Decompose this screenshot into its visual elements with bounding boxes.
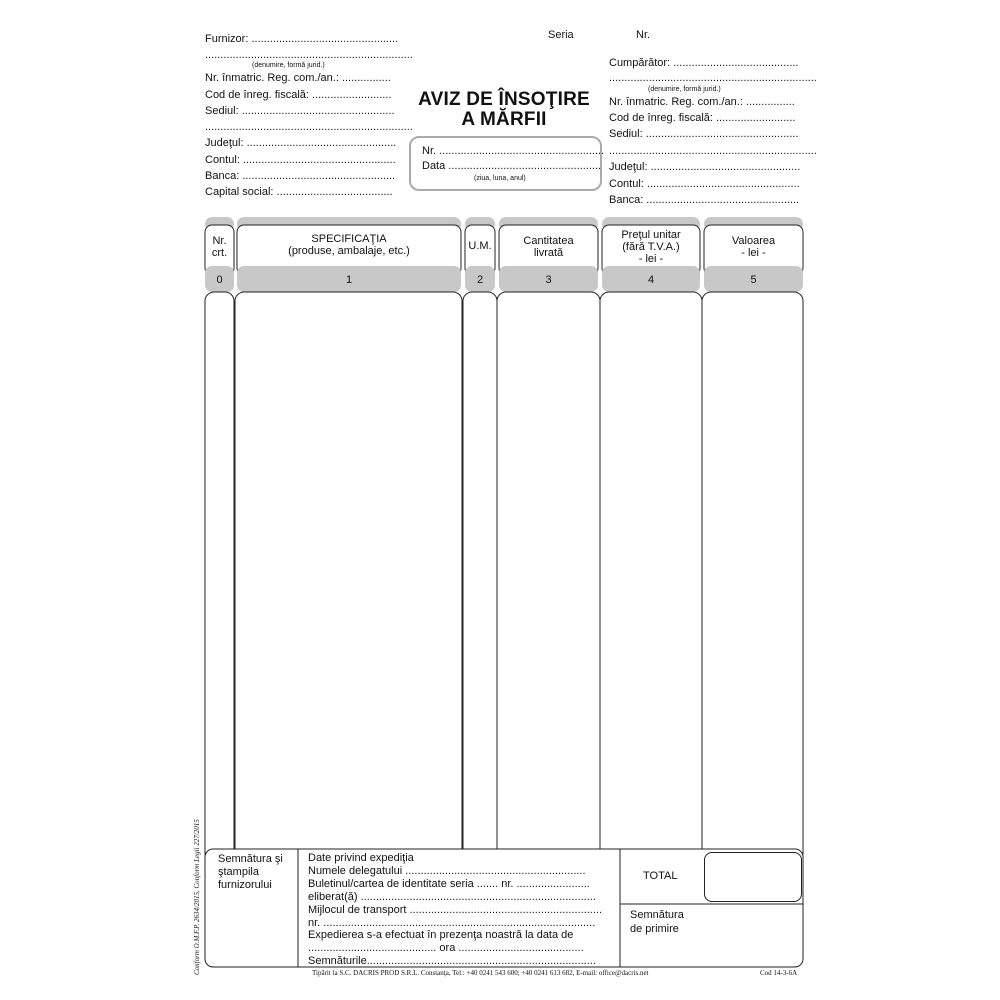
buyer-reg-field[interactable]: Nr. înmatric. Reg. com./an.: ................ xyxy=(609,96,795,108)
column-number-4: 4 xyxy=(647,274,655,286)
shipping-details xyxy=(308,852,602,968)
supplier-signature-label: Semnătura şi ştampila furnizorului xyxy=(218,853,283,891)
header-nr-crt: Nr. crt. xyxy=(211,235,228,259)
column-pret-area[interactable] xyxy=(602,295,700,845)
document-date-field[interactable]: Data .................................................. xyxy=(422,160,602,172)
buyer-account-field[interactable]: Contul: .................................................. xyxy=(609,178,800,190)
document-number-field[interactable]: Nr. ...................................................... xyxy=(422,145,605,157)
column-number-5: 5 xyxy=(750,274,757,286)
buyer-bank-field[interactable]: Banca: .................................................. xyxy=(609,194,800,206)
shipping-date-time-field[interactable]: .......................................... ora ......................................... xyxy=(308,942,584,955)
total-label: TOTAL xyxy=(643,870,678,882)
header-pret-unitar: Preţul unitar (fără T.V.A.) - lei - xyxy=(621,229,681,265)
shipping-title: Date privind expediţia xyxy=(308,852,414,864)
supplier-name-field[interactable]: Furnizor: ................................................ xyxy=(205,33,399,45)
legal-side-note: Conform O.M.F.P. 2634/2015, Conform Legii 227/2015 xyxy=(193,819,201,975)
buyer-fiscal-field[interactable]: Cod de înreg. fiscală: .......................... xyxy=(609,112,796,124)
buyer-address-field[interactable]: Sediul: .................................................. xyxy=(609,128,799,140)
buyer-name-note: (denumire, formă jurid.) xyxy=(648,86,721,93)
printer-footer: Tipărit la S.C. DACRIS PROD S.R.L. Constanţa, Tel.: +40 0241 543 600; +40 0241 613 682, E-mail: office@dacris.net xyxy=(312,969,649,977)
buyer-name-field[interactable]: Cumpărător: ......................................... xyxy=(609,57,799,69)
transport-nr-field[interactable]: nr. ......................................................................................... xyxy=(308,916,596,929)
document-title-line1: AVIZ DE ÎNSOŢIRE xyxy=(418,89,590,110)
document-title-line2: A MĂRFII xyxy=(461,109,547,130)
supplier-bank-field[interactable]: Banca: .................................................. xyxy=(205,170,396,182)
header-um: U.M. xyxy=(468,240,492,252)
supplier-county-field[interactable]: Judeţul: ................................................. xyxy=(205,137,397,149)
number-label: Nr. xyxy=(636,29,651,41)
transport-field[interactable]: Mijlocul de transport ............................................................... xyxy=(308,903,603,916)
column-number-3: 3 xyxy=(545,274,552,286)
total-value-box[interactable] xyxy=(704,852,802,902)
shipping-statement: Expedierea s-a efectuat în prezenţa noastră la data de xyxy=(308,929,574,942)
receipt-signature-label: Semnătura de primire xyxy=(630,909,684,935)
header-specificatia: SPECIFICAŢIA (produse, ambalaje, etc.) xyxy=(288,233,410,257)
form-code: Cod 14-3-6A xyxy=(760,969,798,977)
document-date-note: (ziua, luna, anul) xyxy=(474,175,526,182)
supplier-name-dots[interactable]: .................................................................... xyxy=(205,49,413,61)
header-cantitatea: Cantitatea livrată xyxy=(523,235,574,259)
supplier-address-dots[interactable]: .................................................................... xyxy=(205,121,413,133)
buyer-name-dots[interactable]: .................................................................... xyxy=(609,72,817,84)
supplier-name-note: (denumire, formă jurid.) xyxy=(252,62,325,69)
delegate-name-field[interactable]: Numele delegatului ........................................................... xyxy=(308,864,586,877)
column-um-area[interactable] xyxy=(465,295,495,845)
supplier-address-field[interactable]: Sediul: .................................................. xyxy=(205,105,395,117)
issued-by-field[interactable]: eliberat(ă) ............................................................................. xyxy=(308,890,596,903)
column-nr-crt-area[interactable] xyxy=(205,295,234,845)
supplier-capital-field[interactable]: Capital social: ...................................... xyxy=(205,186,393,198)
column-valoarea-area[interactable] xyxy=(704,295,803,845)
header-valoarea: Valoarea - lei - xyxy=(731,235,776,259)
id-card-field[interactable]: Buletinul/cartea de identitate seria ....... nr. ........................ xyxy=(308,877,590,890)
series-label: Seria xyxy=(548,29,574,41)
column-number-0: 0 xyxy=(216,274,223,286)
buyer-address-dots[interactable]: .................................................................... xyxy=(609,145,817,157)
supplier-reg-field[interactable]: Nr. înmatric. Reg. com./an.: ................ xyxy=(205,72,391,84)
column-number-2: 2 xyxy=(476,274,484,286)
column-number-1: 1 xyxy=(345,274,353,286)
signatures-field[interactable]: Semnăturile........................................................................... xyxy=(308,955,596,968)
column-cantitatea-area[interactable] xyxy=(499,295,598,845)
supplier-account-field[interactable]: Contul: .................................................. xyxy=(205,154,396,166)
column-specificatia-area[interactable] xyxy=(237,295,461,845)
supplier-fiscal-field[interactable]: Cod de înreg. fiscală: .......................... xyxy=(205,89,392,101)
buyer-county-field[interactable]: Judeţul: ................................................. xyxy=(609,161,801,173)
